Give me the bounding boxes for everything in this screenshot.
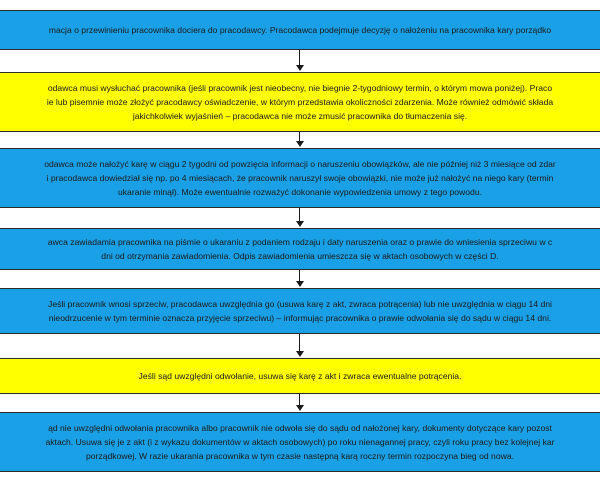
flow-step-3-line-1: odawca może nałożyć karę w ciągu 2 tygodni od powzięcia informacji o naruszeniu obowiązków, ale nie później niż 3 miesiące od zdar	[44, 159, 556, 169]
flow-step-2-line-3: jakichkolwiek wyjaśnień – pracodawca nie może zmusić pracownika do tłumaczenia się.	[132, 111, 468, 121]
arrow-down-icon	[293, 270, 307, 288]
flow-step-2-line-1: odawca musi wysłuchać pracownika (jeśli pracownik jest nieobecny, nie biegnie 2-tygodniowy termin, o którym mowa poniżej). Praco	[47, 83, 553, 93]
flow-step-5-line-1: Jeśli pracownik wnosi sprzeciw, pracodawca uwzględnia go (usuwa karę z akt, zwraca potrącenia) lub nie uwzględnia w ciągu 14 dni	[48, 299, 552, 309]
flow-step-1-line-1: macja o przewinieniu pracownika dociera do pracodawcy. Pracodawca podejmuje decyzję o nałożeniu na pracownika kary porządko	[48, 25, 552, 35]
flow-step-6	[0, 358, 600, 394]
flow-step-7-line-1: ąd nie uwzględni odwołania pracownika albo pracownik nie odwoła się do sądu od nałożonej kary, dokumenty dotyczące kary pozost	[48, 423, 552, 433]
arrow-down-icon	[293, 50, 307, 72]
arrow-down-icon	[293, 132, 307, 148]
flow-step-3-line-3: ukaranie minął). Może ewentualnie rozważyć dokonanie wypowiedzenia umowy z tego powodu.	[117, 187, 482, 197]
arrow-down-icon	[293, 208, 307, 228]
flow-step-4	[0, 228, 600, 270]
flow-step-2	[0, 72, 600, 132]
flow-step-4-line-1: awca zawiadamia pracownika na piśmie o ukaraniu z podaniem rodzaju i daty naruszenia oraz o prawie do wniesienia sprzeciwu w c	[47, 237, 553, 247]
flow-step-3	[0, 148, 600, 208]
flow-step-5	[0, 288, 600, 334]
flow-step-6-line-1: Jeśli sąd uwzględni odwołanie, usuwa się karę z akt i zwraca ewentualne potrącenia.	[138, 371, 462, 381]
arrow-down-icon	[293, 334, 307, 358]
flow-step-4-line-2: dni od otrzymania zawiadomienia. Odpis zawiadomienia umieszcza się w aktach osobowych w części D.	[101, 251, 499, 261]
flow-step-2-line-2: ie lub pisemnie może złożyć pracodawcy oświadczenie, w którym przedstawia okoliczności zdarzenia. Może również odmówić składa	[46, 97, 554, 107]
flow-step-5-line-2: nieodrzucenie w tym terminie oznacza przyjęcie sprzeciwu) – informując pracownika o prawie odwołania się do sądu w ciągu 14 dni.	[48, 313, 552, 323]
flow-step-7-line-2: aktach. Usuwa się je z akt (i z wykazu dokumentów w aktach osobowych) po roku nienagannej pracy, czyli roku pracy bez kolejnej kar	[45, 437, 555, 447]
flow-step-3-line-2: i pracodawca dowiedział się np. po 4 miesiącach, że pracownik naruszył swoje obowiązki, nie może już nałożyć na niego kary (termin	[46, 173, 554, 183]
flow-step-1	[0, 10, 600, 50]
arrow-down-icon	[293, 394, 307, 412]
flow-step-7-line-3: porządkowej. W razie ukarania pracownika w tym czasie następną karą roczny termin rozpoczyna bieg od nowa.	[86, 451, 514, 461]
flow-step-7	[0, 412, 600, 472]
